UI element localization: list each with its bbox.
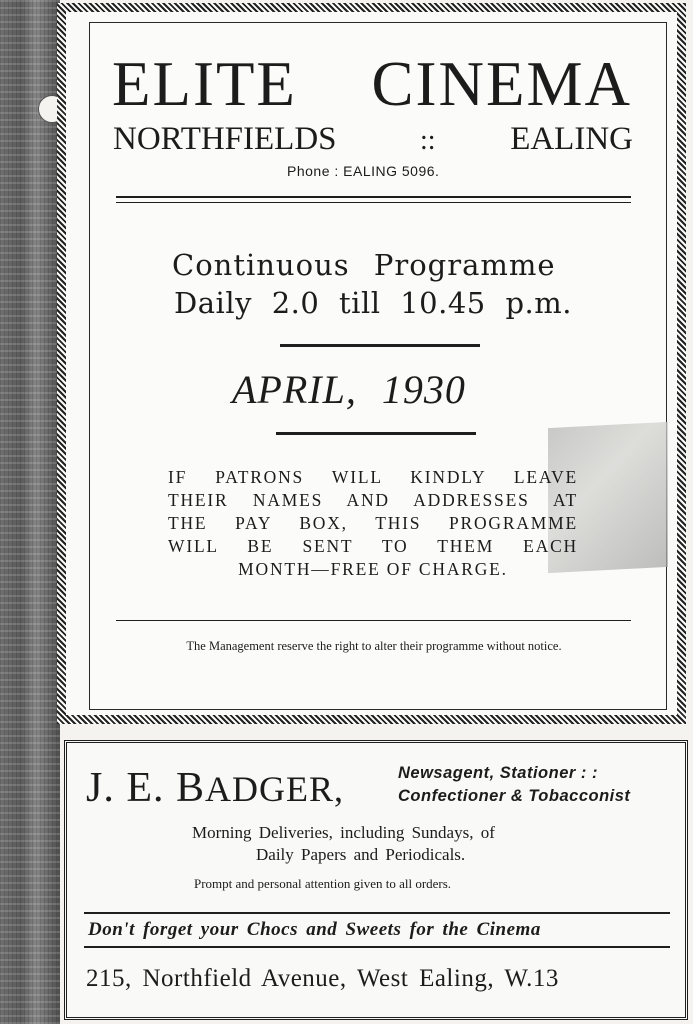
- divider: [84, 912, 670, 914]
- notice-line: MONTH—FREE OF CHARGE.: [238, 559, 508, 579]
- divider: [116, 620, 631, 621]
- deliveries-text: Morning Deliveries, including Sundays, of: [192, 823, 495, 842]
- advertiser-name: [86, 764, 344, 812]
- notice-line: WILL BE SENT TO THEM EACH: [168, 536, 578, 556]
- cinema-name: ELITE CINEMA: [112, 49, 632, 119]
- location-northfields: NORTHFIELDS: [113, 121, 337, 157]
- programme-hours: Daily 2.0 till 10.45 p.m.: [174, 286, 572, 320]
- advertiser-initials: J. E. B: [86, 765, 206, 811]
- location-row: [113, 121, 633, 161]
- management-disclaimer: The Management reserve the right to alter their programme without notice.: [186, 639, 562, 653]
- binding-spine: [0, 0, 60, 1024]
- service-text: Prompt and personal attention given to all orders.: [194, 876, 452, 891]
- divider: [116, 196, 631, 198]
- notice-line: IF PATRONS WILL KINDLY LEAVE: [168, 467, 578, 487]
- advertiser-trade: Newsagent, Stationer : :: [398, 764, 598, 782]
- location-separator: ::: [420, 125, 436, 156]
- location-ealing: EALING: [510, 121, 633, 157]
- notice-line: THEIR NAMES AND ADDRESSES AT: [168, 490, 578, 510]
- programme-month: APRIL, 1930: [232, 367, 466, 412]
- advertiser-surname: ADGER,: [205, 769, 345, 809]
- divider: [116, 202, 631, 203]
- shop-address: 215, Northfield Avenue, West Ealing, W.13: [86, 965, 559, 992]
- divider: [276, 432, 476, 435]
- slogan: Don't forget your Chocs and Sweets for the Cinema: [88, 919, 541, 940]
- divider: [84, 946, 670, 948]
- deliveries-text: Daily Papers and Periodicals.: [256, 845, 466, 864]
- divider: [280, 344, 480, 347]
- advertiser-trade: Confectioner & Tobacconist: [398, 787, 631, 805]
- notice-line: THE PAY BOX, THIS PROGRAMME: [168, 513, 578, 533]
- phone-number: Phone : EALING 5096.: [287, 163, 440, 179]
- programme-heading: Continuous Programme: [172, 248, 556, 282]
- mailing-notice: [168, 466, 578, 581]
